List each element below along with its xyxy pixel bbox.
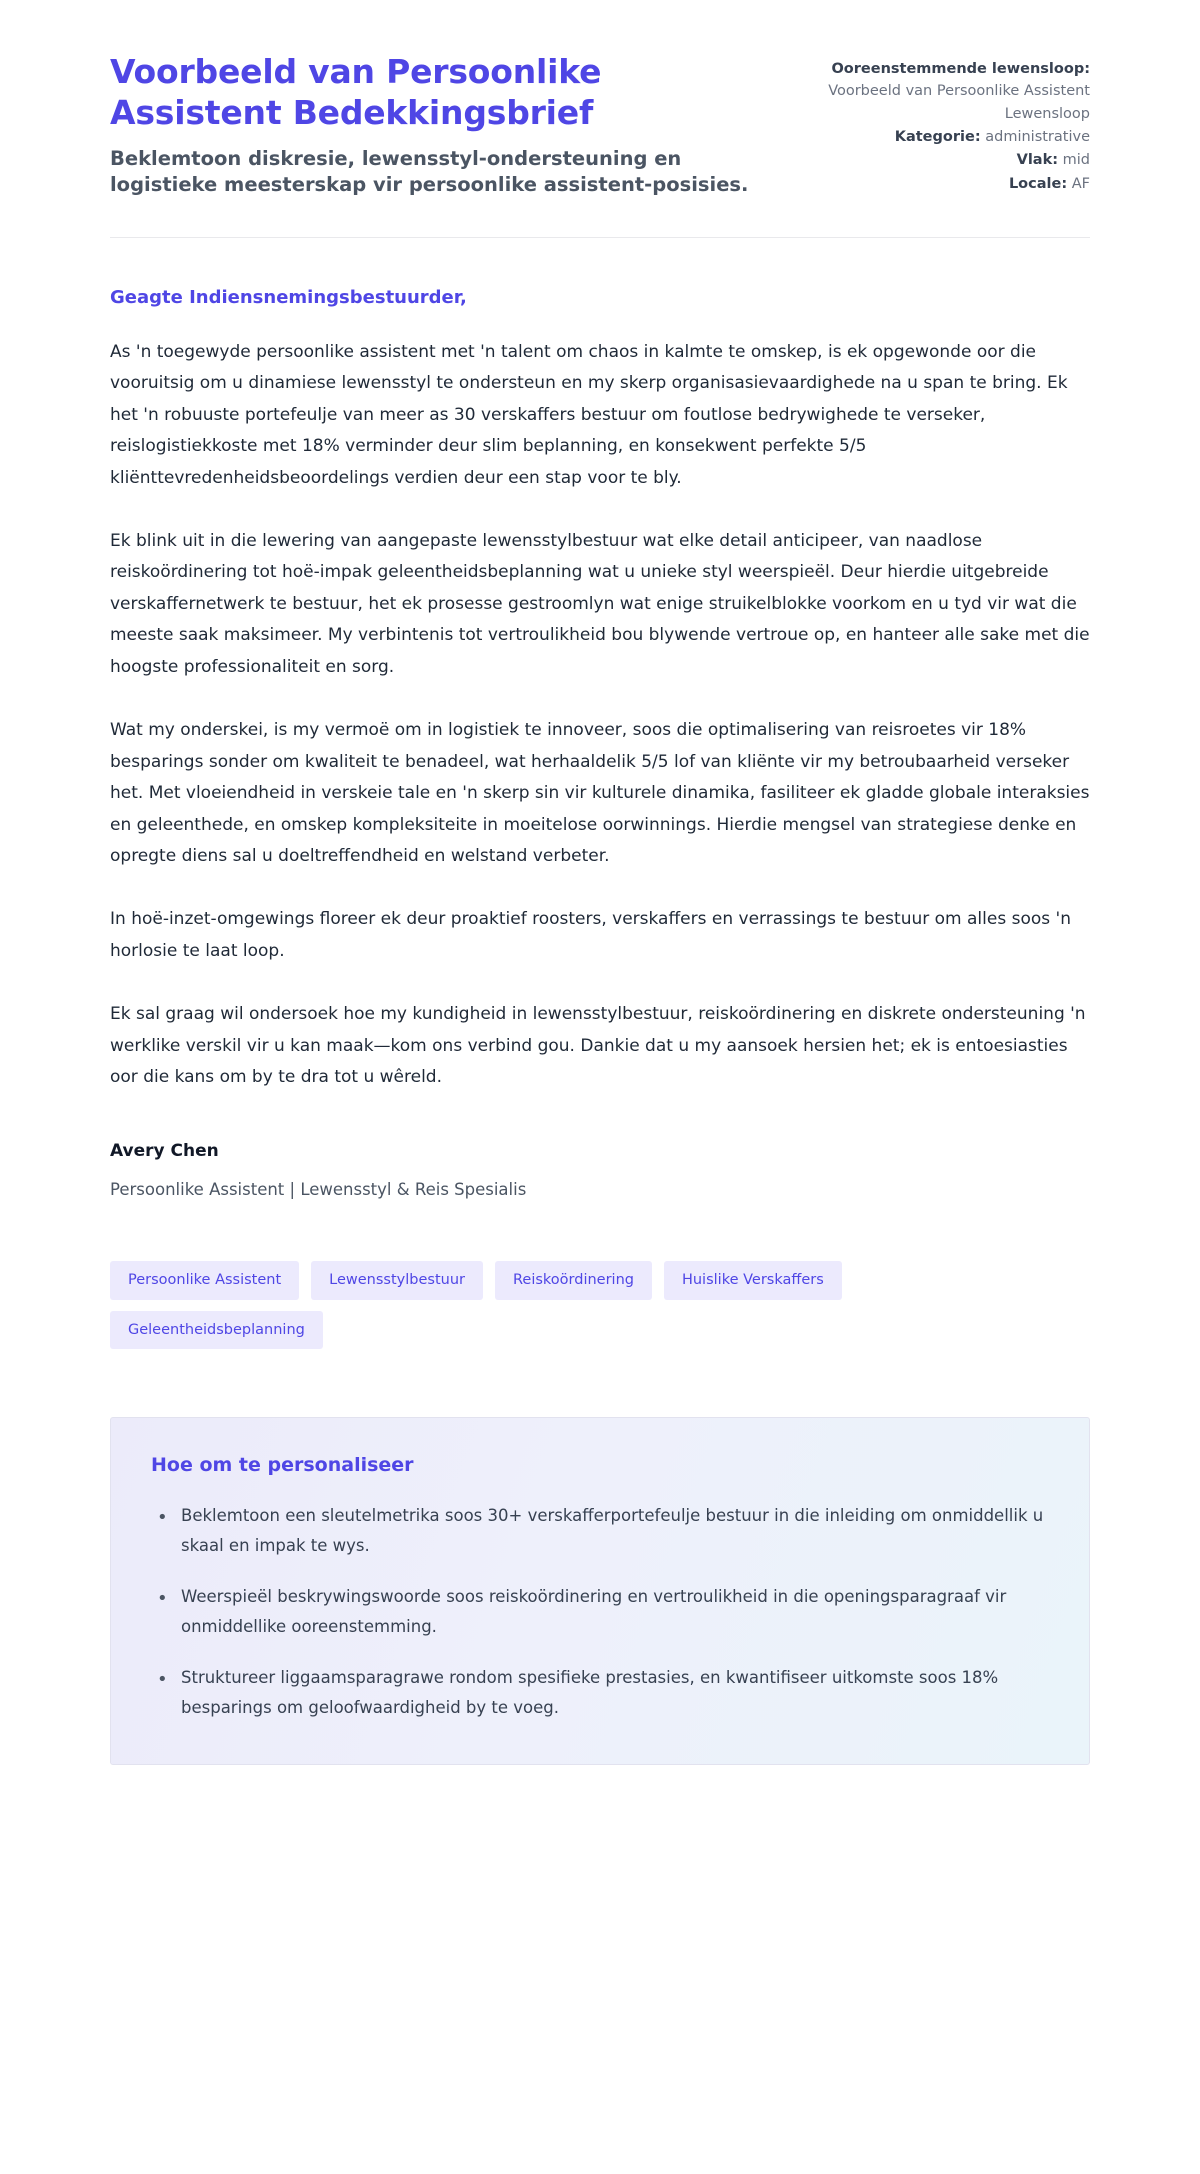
tag-item[interactable]: Reiskoördinering — [495, 1261, 652, 1300]
meta-label-category: Kategorie: — [894, 128, 981, 145]
tips-list-item: • Struktureer liggaamsparagrawe rondom spesifieke prestasies, en kwantifiseer uitkomste soos 18% besparings om geloofwaardigheid by te voeg. — [177, 1663, 1049, 1724]
tips-list-item: • Weerspieël beskrywingswoorde soos reiskoördinering en vertroulikheid in die openingsparagraaf vir onmiddellike ooreenstemming. — [177, 1582, 1049, 1643]
page-title: Voorbeeld van Persoonlike Assistent Bedekkingsbrief — [110, 52, 602, 132]
letter-body — [110, 238, 1090, 1094]
signature-block — [110, 1094, 1090, 1204]
tag-item[interactable]: Geleentheidsbeplanning — [110, 1311, 323, 1350]
personalization-tips-box — [110, 1417, 1090, 1765]
meta-value-level: mid — [1062, 152, 1090, 169]
signature-role: Persoonlike Assistent | Lewensstyl & Reis Spesialis — [110, 1179, 527, 1199]
letter-paragraph: Ek blink uit in die lewering van aangepaste lewensstylbestuur wat elke detail anticipeer, van naadlose reiskoördinering tot hoë-impak geleentheidsbeplanning wat u unieke styl weerspieël. Deur hierdie uitgebreide verskaffernetwerk te bestuur, het ek prosesse gestroomlyn wat enige struikelblokke voorkom en u tyd vir wat die meeste saak maksimeer. My verbintenis tot vertroulikheid bou blywende vertroue op, en hanteer alle sake met die hoogste professionaliteit en sorg. — [110, 531, 1090, 677]
letter-paragraph: In hoë-inzet-omgewings floreer ek deur proaktief roosters, verskaffers en verrassings te bestuur om alles soos 'n horlosie te laat loop. — [110, 909, 1071, 961]
tips-list — [151, 1501, 1049, 1724]
meta-row-matching-resume — [800, 58, 1090, 125]
meta-row-level — [800, 149, 1090, 171]
letter-paragraph: As 'n toegewyde persoonlike assistent met 'n talent om chaos in kalmte te omskep, is ek opgewonde oor die vooruitsig om u dinamiese lewensstyl te ondersteun en my skerp organisasievaardighede na u span te bring. Ek het 'n robuuste portefeulje van meer as 30 verskaffers bestuur om foutlose bedrywighede te verseker, reislogistiekkoste met 18% verminder deur slim beplanning, en konsekwent perfekte 5/5 kliënttevredenheidsbeoordelings verdien deur een stap voor te bly. — [110, 341, 1068, 488]
meta-label-level: Vlak: — [1016, 152, 1059, 169]
meta-label-matching-resume: Ooreenstemmende lewensloop: — [831, 61, 1090, 77]
tips-list-item: • Beklemtoon een sleutelmetrika soos 30+ verskafferportefeulje bestuur in die inleiding om onmiddellik u skaal en impak te wys. — [177, 1501, 1049, 1562]
signature-name: Avery Chen — [110, 1140, 219, 1161]
tips-title: Hoe om te personaliseer — [151, 1454, 414, 1477]
document-header — [110, 0, 1090, 199]
header-title-block — [110, 52, 750, 199]
tag-item[interactable]: Lewensstylbestuur — [311, 1261, 483, 1300]
letter-paragraph: Ek sal graag wil ondersoek hoe my kundigheid in lewensstylbestuur, reiskoördinering en diskrete ondersteuning 'n werklike verskil vir u kan maak—kom ons verbind gou. Dankie dat u my aansoek hersien het; ek is entoesiasties oor die kans om by te dra tot u wêreld. — [110, 1004, 1086, 1088]
letter-salutation: Geagte Indiensnemingsbestuurder, — [110, 286, 467, 308]
tag-item[interactable]: Persoonlike Assistent — [110, 1261, 299, 1300]
tag-item[interactable]: Huislike Verskaffers — [664, 1261, 842, 1300]
meta-row-category — [800, 126, 1090, 148]
meta-row-locale — [800, 173, 1090, 195]
page-subtitle: Beklemtoon diskresie, lewensstyl-ondersteuning en logistieke meesterskap vir persoonlike assistent-posisies. — [110, 146, 749, 197]
document-metadata — [800, 52, 1090, 196]
meta-value-category: administrative — [985, 128, 1090, 145]
meta-label-locale: Locale: — [1008, 175, 1068, 192]
tag-list — [110, 1203, 950, 1349]
letter-paragraph: Wat my onderskei, is my vermoë om in logistiek te innoveer, soos die optimalisering van reisroetes vir 18% besparings sonder om kwaliteit te benadeel, wat herhaaldelik 5/5 lof van kliënte vir my betroubaarheid verseker het. Met vloeiendheid in verskeie tale en 'n skerp sin vir kulturele dinamika, fasiliteer ek gladde globale interaksies en geleenthede, en omskep kompleksiteite in moeitelose oorwinnings. Hierdie mengsel van strategiese denke en opregte diens sal u doeltreffendheid en welstand verbeter. — [110, 720, 1090, 866]
meta-value-matching-resume: Voorbeeld van Persoonlike Assistent Lewensloop — [828, 83, 1090, 122]
meta-value-locale: AF — [1071, 175, 1090, 192]
